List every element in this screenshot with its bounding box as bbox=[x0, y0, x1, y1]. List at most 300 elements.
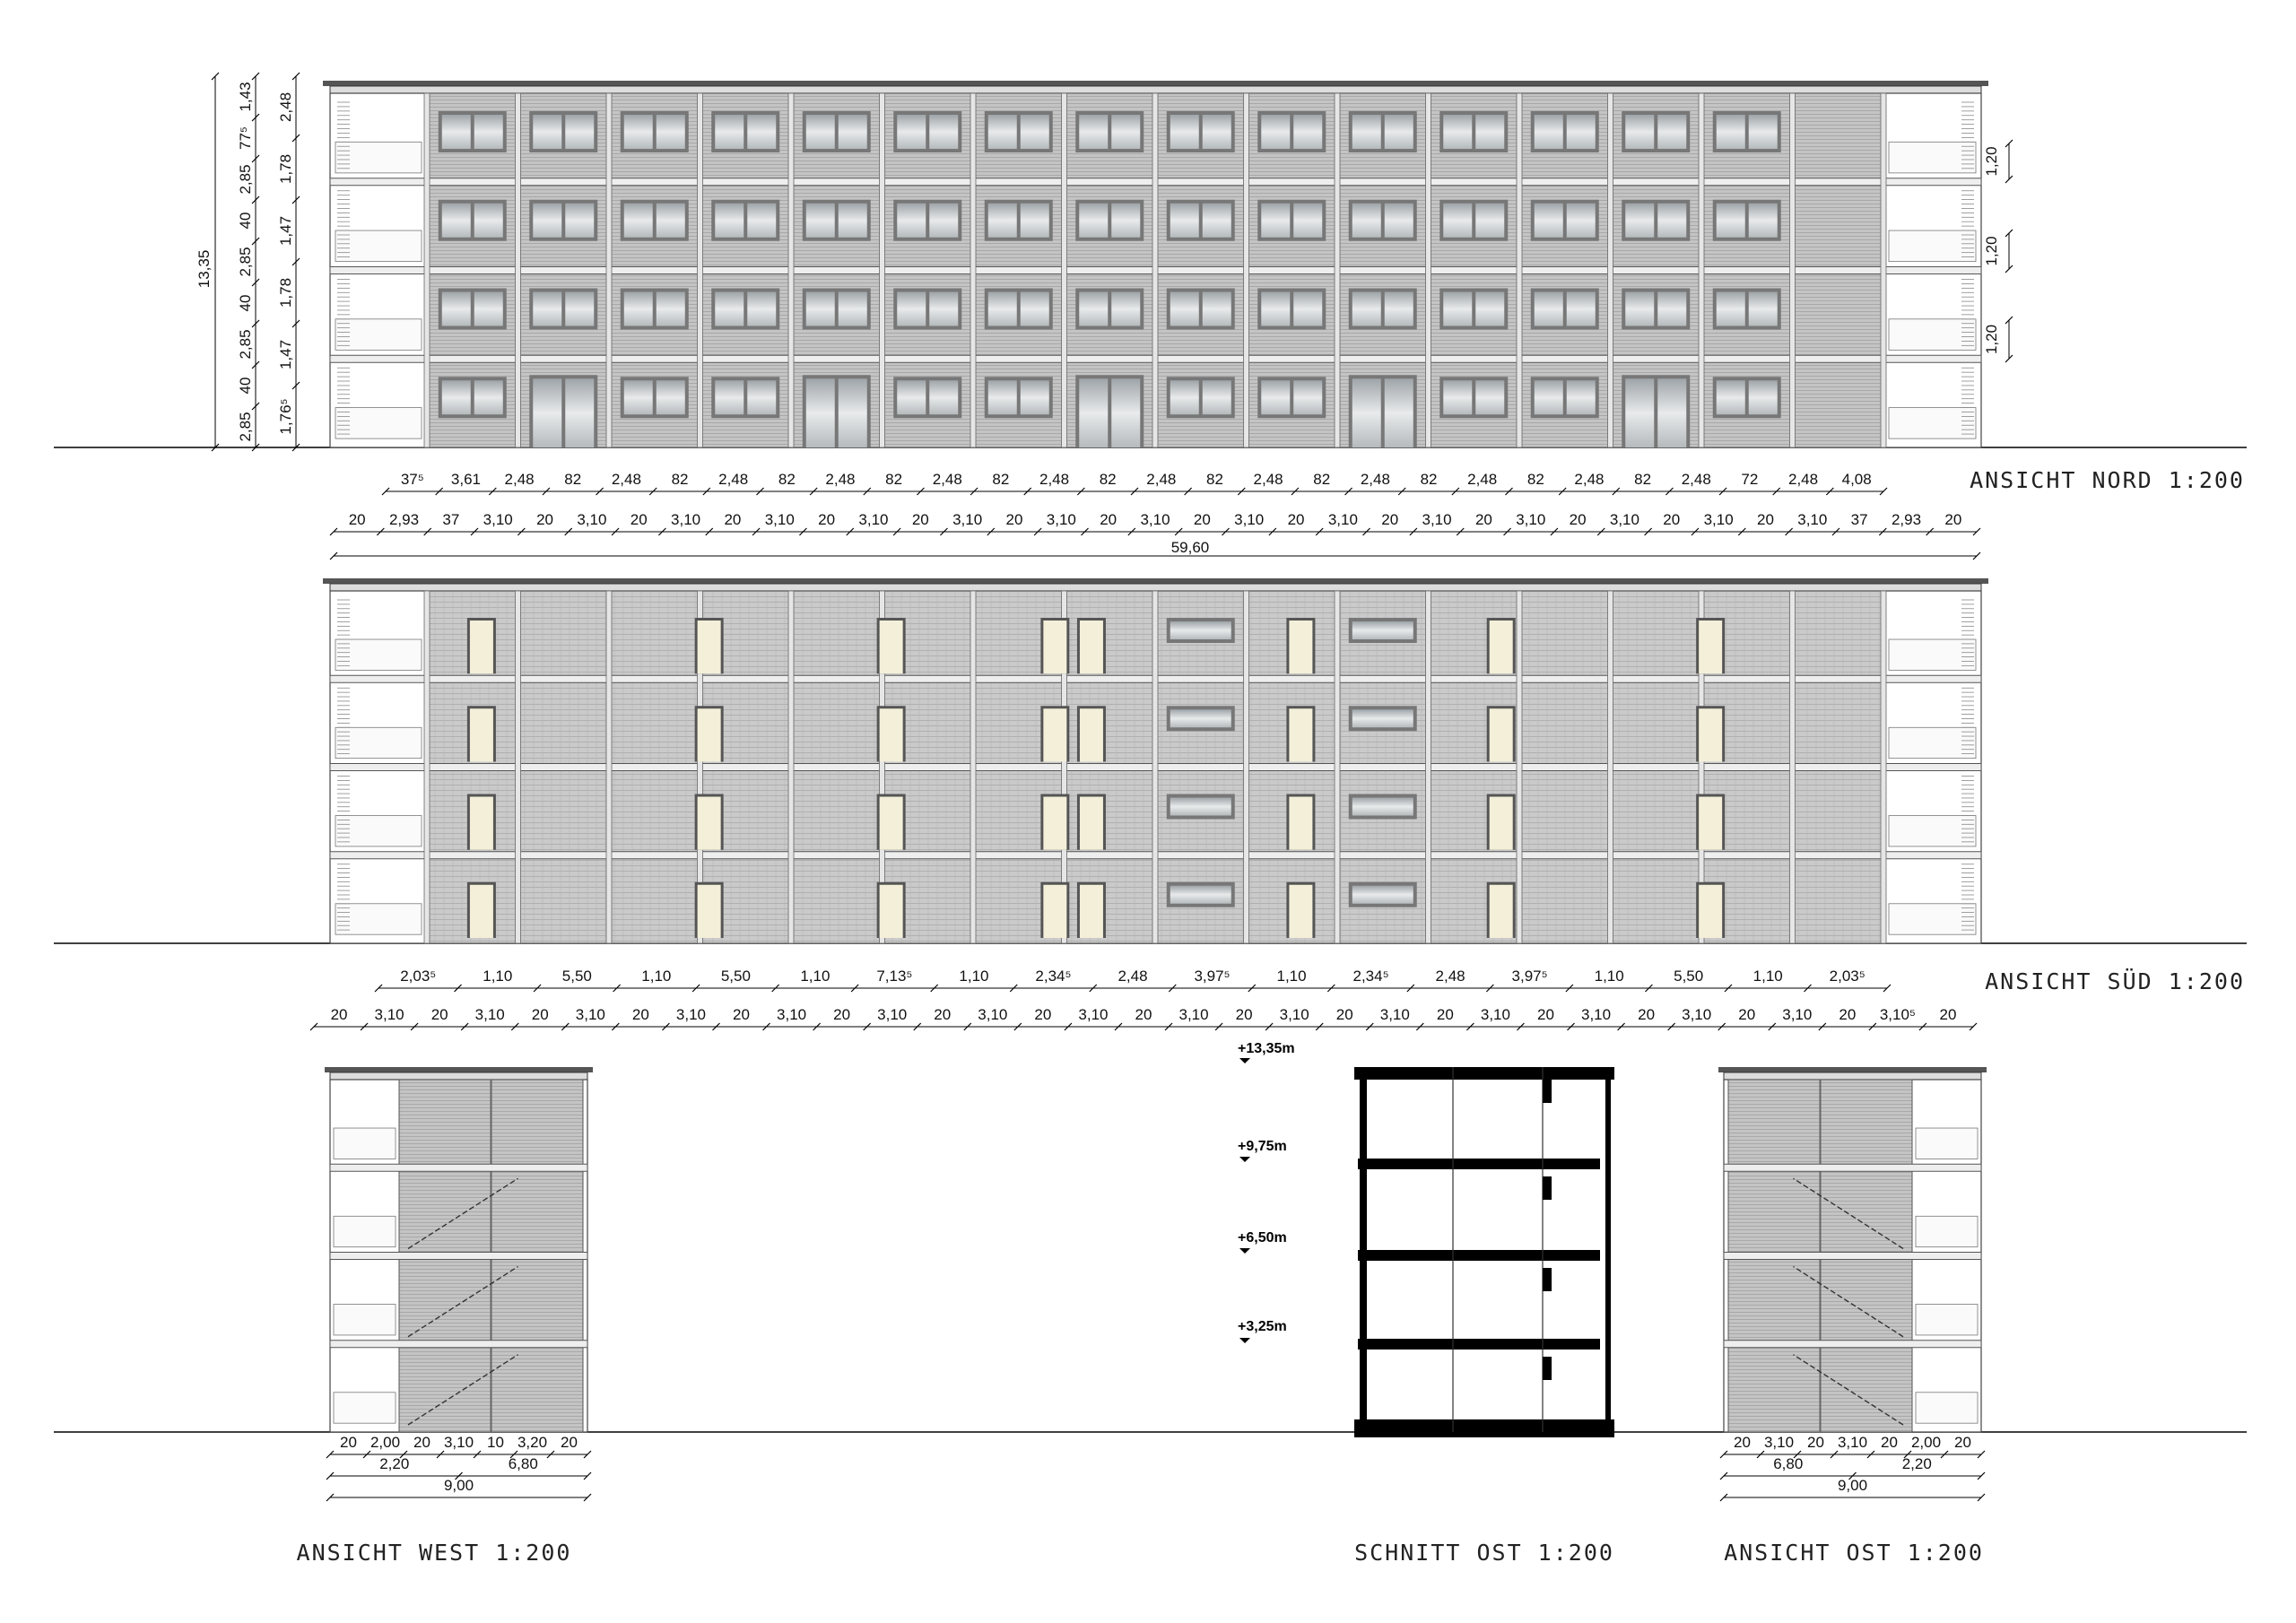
north-dim-row2-label: 3,10 bbox=[483, 511, 513, 528]
door-glass bbox=[839, 378, 867, 447]
window-pane bbox=[1567, 380, 1596, 414]
south-dim-row1-label: 1,10 bbox=[800, 968, 831, 985]
south-dim-row2-label: 20 bbox=[1436, 1006, 1454, 1023]
north-vdim-label: 2,85 bbox=[237, 329, 254, 360]
window-pane bbox=[1717, 204, 1745, 238]
south-dim-row1-label: 7,13⁵ bbox=[876, 968, 913, 985]
window-pane bbox=[657, 115, 685, 149]
east-elevation bbox=[1718, 1067, 1987, 1432]
level-marker bbox=[1239, 1157, 1250, 1162]
south-dim-row2-label: 3,10 bbox=[1379, 1006, 1410, 1023]
window-pane bbox=[1717, 380, 1745, 414]
window-pane bbox=[1535, 115, 1563, 149]
north-dim-row2-label: 2,93 bbox=[1891, 511, 1922, 528]
west-dim-row1-label: 20 bbox=[340, 1434, 357, 1451]
east-dim-row2-label: 6,80 bbox=[1773, 1455, 1804, 1472]
window-pane bbox=[1535, 292, 1563, 326]
window-pane bbox=[929, 292, 958, 326]
north-dim-row2-label: 3,10 bbox=[577, 511, 607, 528]
north-dim-row1-label: 2,48 bbox=[611, 471, 641, 488]
window-pane bbox=[533, 115, 561, 149]
north-dim-row2-label: 20 bbox=[911, 511, 929, 528]
window-pane bbox=[1170, 621, 1231, 639]
window-pane bbox=[565, 115, 594, 149]
north-dim-row2-label: 3,10 bbox=[764, 511, 795, 528]
north-dim-row1-label: 72 bbox=[1741, 471, 1759, 488]
north-dim-row2-label: 37 bbox=[442, 511, 460, 528]
window-pane bbox=[1385, 115, 1413, 149]
door-glass bbox=[1657, 378, 1686, 447]
window-pane bbox=[1443, 380, 1472, 414]
level-marker bbox=[1239, 1248, 1250, 1254]
east-dim-row1-label: 20 bbox=[1881, 1434, 1898, 1451]
window-pane bbox=[442, 115, 471, 149]
window-pane bbox=[1111, 115, 1140, 149]
north-dim-row1-label: 82 bbox=[1206, 471, 1223, 488]
window-pane bbox=[1261, 292, 1290, 326]
window-pane bbox=[624, 292, 653, 326]
window-pane bbox=[1443, 292, 1472, 326]
north-dim-row1-label: 82 bbox=[1313, 471, 1331, 488]
south-dim-row2-label: 20 bbox=[1335, 1006, 1353, 1023]
column bbox=[1881, 591, 1886, 943]
north-dim-row2-label: 3,10 bbox=[1234, 511, 1265, 528]
window-pane bbox=[1352, 621, 1413, 639]
column bbox=[1244, 591, 1249, 943]
window-pane bbox=[1261, 204, 1290, 238]
window-pane bbox=[929, 380, 958, 414]
window-pane bbox=[897, 380, 926, 414]
south-dim-row2-label: 3,10 bbox=[1480, 1006, 1510, 1023]
west-dim-row2-label: 2,20 bbox=[379, 1455, 410, 1472]
door-leaf bbox=[1289, 797, 1312, 850]
window-pane bbox=[839, 115, 867, 149]
north-dim-row1-label: 3,61 bbox=[450, 471, 482, 488]
south-dim-row2-label: 20 bbox=[833, 1006, 851, 1023]
window-pane bbox=[839, 292, 867, 326]
door-glass bbox=[1111, 378, 1140, 447]
door-glass bbox=[1352, 378, 1381, 447]
balcony-railing bbox=[1916, 1305, 1978, 1335]
column bbox=[606, 591, 612, 943]
west-dim-row1-label: 3,20 bbox=[517, 1434, 548, 1451]
beam-cut bbox=[1543, 1268, 1552, 1291]
north-dim-row2-label: 3,10 bbox=[1703, 511, 1734, 528]
north-dim-row1-label: 37⁵ bbox=[400, 471, 424, 488]
east-dim-row1-label: 20 bbox=[1807, 1434, 1824, 1451]
north-dim-row1-label: 2,48 bbox=[1253, 471, 1283, 488]
window-pane bbox=[1535, 380, 1563, 414]
window-pane bbox=[1385, 292, 1413, 326]
south-dim-row2-label: 3,10⁵ bbox=[1879, 1006, 1916, 1023]
south-dim-row1-label: 5,50 bbox=[720, 968, 751, 985]
north-total-height: 13,35 bbox=[196, 249, 213, 289]
south-dim-row1-label: 1,10 bbox=[1594, 968, 1624, 985]
door-leaf bbox=[1490, 885, 1513, 938]
window-pane bbox=[1443, 115, 1472, 149]
window-pane bbox=[1079, 292, 1108, 326]
floor-slab-cut bbox=[1358, 1159, 1600, 1169]
south-dim-row1-label: 3,97⁵ bbox=[1511, 968, 1548, 985]
north-dim-row2-label: 3,10 bbox=[1046, 511, 1076, 528]
door-glass bbox=[1625, 378, 1654, 447]
window-pane bbox=[747, 380, 776, 414]
window-pane bbox=[839, 204, 867, 238]
column bbox=[516, 93, 521, 447]
column bbox=[1152, 591, 1158, 943]
roof-edge bbox=[330, 1072, 587, 1080]
window-pane bbox=[1625, 292, 1654, 326]
window-pane bbox=[1203, 115, 1231, 149]
north-dim-row1-label: 2,48 bbox=[718, 471, 749, 488]
window-pane bbox=[1170, 204, 1199, 238]
window-pane bbox=[1293, 204, 1322, 238]
west-dim-row1-label: 2,00 bbox=[370, 1434, 401, 1451]
window-pane bbox=[442, 204, 471, 238]
window-pane bbox=[1352, 115, 1381, 149]
roof-slab-cut bbox=[1354, 1067, 1614, 1080]
window-pane bbox=[1352, 886, 1413, 904]
north-dim-row2-label: 20 bbox=[1005, 511, 1023, 528]
balcony-railing bbox=[334, 1393, 396, 1423]
north-dim-row2-label: 20 bbox=[724, 511, 742, 528]
north-dim-row2-label: 2,93 bbox=[388, 511, 420, 528]
north-dim-row1-label: 2,48 bbox=[1039, 471, 1070, 488]
window-pane bbox=[1352, 709, 1413, 727]
north-dim-row2-label: 20 bbox=[348, 511, 366, 528]
north-total-length: 59,60 bbox=[1170, 539, 1210, 556]
window-pane bbox=[1717, 292, 1745, 326]
window-pane bbox=[474, 292, 503, 326]
window-pane bbox=[657, 380, 685, 414]
south-dim-row1-label: 5,50 bbox=[1674, 968, 1704, 985]
north-dim-row2-label: 20 bbox=[1287, 511, 1305, 528]
window-pane bbox=[1475, 204, 1504, 238]
window-pane bbox=[1111, 204, 1140, 238]
north-dim-row2-label: 20 bbox=[1944, 511, 1962, 528]
title-east: ANSICHT OST 1:200 bbox=[1724, 1540, 1984, 1566]
south-dim-row2-label: 3,10 bbox=[1682, 1006, 1712, 1023]
north-vdim-label: 40 bbox=[237, 377, 254, 395]
window-pane bbox=[897, 204, 926, 238]
roof-slab bbox=[323, 81, 1988, 86]
window-pane bbox=[715, 115, 744, 149]
window-pane bbox=[1170, 380, 1199, 414]
column bbox=[424, 591, 430, 943]
door-leaf bbox=[698, 797, 721, 850]
level-label: +6,50m bbox=[1238, 1230, 1287, 1245]
south-dim-row1-label: 2,03⁵ bbox=[1829, 968, 1866, 985]
floor-band bbox=[1724, 1164, 1981, 1171]
title-section: SCHNITT OST 1:200 bbox=[1354, 1540, 1614, 1566]
door-leaf bbox=[1490, 797, 1513, 850]
balcony-railing bbox=[334, 1305, 396, 1335]
window-pane bbox=[533, 204, 561, 238]
north-dim-row1-label: 82 bbox=[1099, 471, 1117, 488]
window-pane bbox=[1717, 115, 1745, 149]
column bbox=[1426, 93, 1431, 447]
east-dim-row1-label: 3,10 bbox=[1837, 1434, 1868, 1451]
roof-slab bbox=[325, 1067, 593, 1072]
south-dim-row2-label: 3,10 bbox=[1279, 1006, 1309, 1023]
roof-edge bbox=[1724, 1072, 1981, 1080]
window-pane bbox=[565, 292, 594, 326]
north-dim-row1-label: 82 bbox=[1634, 471, 1652, 488]
south-dim-row2-label: 20 bbox=[531, 1006, 549, 1023]
beam-cut bbox=[1543, 1080, 1552, 1103]
window-pane bbox=[1261, 115, 1290, 149]
south-dim-row1-label: 3,97⁵ bbox=[1194, 968, 1231, 985]
title-north: ANSICHT NORD 1:200 bbox=[1970, 467, 2245, 493]
east-dim-row1-label: 3,10 bbox=[1763, 1434, 1795, 1451]
north-dim-row2-label: 37 bbox=[1850, 511, 1868, 528]
column bbox=[516, 591, 521, 943]
door-leaf bbox=[470, 885, 493, 938]
south-dim-row2-label: 3,10 bbox=[1178, 1006, 1209, 1023]
door-leaf bbox=[1699, 621, 1722, 673]
south-dim-row2-label: 20 bbox=[1235, 1006, 1253, 1023]
window-pane bbox=[897, 292, 926, 326]
north-right-vdim-label: 1,20 bbox=[1983, 236, 2000, 266]
window-pane bbox=[474, 380, 503, 414]
north-vdim-label: 1,47 bbox=[277, 215, 294, 247]
window-pane bbox=[1079, 115, 1108, 149]
column bbox=[1517, 93, 1522, 447]
east-dim-row2-label: 2,20 bbox=[1901, 1455, 1932, 1472]
column bbox=[1881, 93, 1886, 447]
beam-cut bbox=[1543, 1176, 1552, 1200]
column bbox=[1608, 591, 1613, 943]
door-glass bbox=[533, 378, 561, 447]
south-dim-row1-label: 2,48 bbox=[1118, 968, 1148, 985]
window-pane bbox=[1567, 115, 1596, 149]
north-vdim-label: 1,43 bbox=[237, 82, 254, 112]
south-dim-row1-label: 2,03⁵ bbox=[400, 968, 437, 985]
column bbox=[1152, 93, 1158, 447]
window-pane bbox=[1352, 204, 1381, 238]
window-pane bbox=[747, 292, 776, 326]
north-vdim-label: 2,85 bbox=[237, 247, 254, 277]
door-leaf bbox=[1289, 885, 1312, 938]
north-dim-row2-label: 20 bbox=[1474, 511, 1492, 528]
window-pane bbox=[1079, 204, 1108, 238]
north-dim-row2-label: 3,10 bbox=[1140, 511, 1170, 528]
floor-band bbox=[1724, 1253, 1981, 1260]
south-dim-row2-label: 20 bbox=[1135, 1006, 1152, 1023]
column bbox=[1608, 93, 1613, 447]
window-pane bbox=[1170, 292, 1199, 326]
door-glass bbox=[806, 378, 835, 447]
window-pane bbox=[1203, 292, 1231, 326]
north-vdim-label: 40 bbox=[237, 294, 254, 312]
window-pane bbox=[929, 115, 958, 149]
north-dim-row1-label: 82 bbox=[1420, 471, 1438, 488]
door-leaf bbox=[1699, 885, 1722, 938]
north-elevation bbox=[323, 81, 1988, 447]
level-label: +3,25m bbox=[1238, 1319, 1287, 1334]
south-dim-row2-label: 20 bbox=[1638, 1006, 1656, 1023]
window-pane bbox=[1352, 798, 1413, 816]
window-pane bbox=[657, 204, 685, 238]
north-vdim-label: 2,85 bbox=[237, 164, 254, 195]
window-pane bbox=[1021, 204, 1049, 238]
north-dim-row2-label: 20 bbox=[1756, 511, 1774, 528]
door-leaf bbox=[1080, 708, 1103, 761]
column bbox=[606, 93, 612, 447]
floor-slab-cut bbox=[1358, 1339, 1600, 1350]
window-pane bbox=[988, 204, 1017, 238]
column bbox=[1790, 591, 1796, 943]
south-dim-row2-label: 3,10 bbox=[374, 1006, 404, 1023]
north-vdim-label: 77⁵ bbox=[237, 126, 254, 150]
window-pane bbox=[1203, 204, 1231, 238]
door-leaf bbox=[880, 885, 903, 938]
door-leaf bbox=[1490, 621, 1513, 673]
south-dim-row2-label: 3,10 bbox=[1782, 1006, 1813, 1023]
window-pane bbox=[1385, 204, 1413, 238]
window-pane bbox=[1625, 115, 1654, 149]
column bbox=[1699, 93, 1704, 447]
north-dim-row2-label: 3,10 bbox=[1516, 511, 1546, 528]
wall-cut bbox=[1605, 1067, 1611, 1432]
north-vdim-label: 1,76⁵ bbox=[277, 398, 294, 435]
wall-cut bbox=[1360, 1067, 1367, 1432]
east-dim-row3-label: 9,00 bbox=[1837, 1477, 1868, 1494]
window-pane bbox=[1021, 380, 1049, 414]
window-pane bbox=[474, 115, 503, 149]
door-leaf bbox=[880, 797, 903, 850]
level-label: +13,35m bbox=[1238, 1041, 1295, 1056]
door-leaf bbox=[1490, 708, 1513, 761]
window-pane bbox=[1352, 292, 1381, 326]
balcony-railing bbox=[334, 1128, 396, 1159]
south-dim-row2-label: 3,10 bbox=[877, 1006, 908, 1023]
balcony-railing bbox=[1916, 1216, 1978, 1246]
north-dim-row1-label: 2,48 bbox=[932, 471, 962, 488]
south-dim-row2-label: 20 bbox=[330, 1006, 348, 1023]
column bbox=[1335, 93, 1340, 447]
south-dim-row2-label: 20 bbox=[1839, 1006, 1857, 1023]
window-pane bbox=[1749, 292, 1778, 326]
door-leaf bbox=[1699, 708, 1722, 761]
column bbox=[1335, 591, 1340, 943]
window-pane bbox=[1170, 886, 1231, 904]
south-dim-row2-label: 3,10 bbox=[777, 1006, 807, 1023]
title-west: ANSICHT WEST 1:200 bbox=[296, 1540, 572, 1566]
door-leaf bbox=[698, 621, 721, 673]
west-dim-row1-label: 20 bbox=[561, 1434, 578, 1451]
window-pane bbox=[1657, 292, 1686, 326]
door-leaf bbox=[880, 708, 903, 761]
north-dim-row1-label: 2,48 bbox=[1681, 471, 1711, 488]
window-pane bbox=[1203, 380, 1231, 414]
window-pane bbox=[715, 204, 744, 238]
floor-band bbox=[1724, 1341, 1981, 1348]
window-pane bbox=[1170, 798, 1231, 816]
north-vdim-label: 2,85 bbox=[237, 412, 254, 442]
window-pane bbox=[715, 380, 744, 414]
north-dim-row1-label: 82 bbox=[1526, 471, 1544, 488]
door-leaf bbox=[1289, 621, 1312, 673]
east-dim-row1-label: 2,00 bbox=[1910, 1434, 1942, 1451]
window-pane bbox=[1021, 115, 1049, 149]
column bbox=[970, 93, 976, 447]
window-pane bbox=[624, 115, 653, 149]
door-leaf bbox=[470, 797, 493, 850]
window-pane bbox=[806, 115, 835, 149]
north-dim-row2-label: 3,10 bbox=[858, 511, 889, 528]
floor-band bbox=[330, 1341, 587, 1348]
north-vdim-label: 2,48 bbox=[277, 91, 294, 123]
window-pane bbox=[1657, 115, 1686, 149]
column bbox=[788, 591, 794, 943]
north-dim-row1-label: 82 bbox=[885, 471, 903, 488]
door-leaf bbox=[1080, 797, 1103, 850]
south-dim-row1-label: 1,10 bbox=[483, 968, 513, 985]
column bbox=[788, 93, 794, 447]
floor-slab-cut bbox=[1358, 1250, 1600, 1261]
north-vdim-label: 1,78 bbox=[277, 153, 294, 185]
window-pane bbox=[474, 204, 503, 238]
column bbox=[424, 93, 430, 447]
south-dim-row2-label: 20 bbox=[430, 1006, 448, 1023]
north-vdim-label: 1,78 bbox=[277, 277, 294, 308]
window-pane bbox=[624, 204, 653, 238]
south-dim-row1-label: 1,10 bbox=[959, 968, 989, 985]
south-dim-row2-label: 3,10 bbox=[675, 1006, 707, 1023]
north-dim-row2-label: 20 bbox=[818, 511, 836, 528]
level-marker bbox=[1239, 1338, 1250, 1343]
window-pane bbox=[533, 292, 561, 326]
north-dim-row1-label: 2,48 bbox=[1467, 471, 1498, 488]
north-dim-row1-label: 2,48 bbox=[1146, 471, 1177, 488]
balcony-railing bbox=[1916, 1393, 1978, 1423]
beam-cut bbox=[1543, 1357, 1552, 1380]
north-dim-row2-label: 20 bbox=[1569, 511, 1587, 528]
window-pane bbox=[1567, 204, 1596, 238]
door-glass bbox=[1079, 378, 1108, 447]
window-pane bbox=[747, 204, 776, 238]
door-glass bbox=[1385, 378, 1413, 447]
north-dim-row1-label: 2,48 bbox=[825, 471, 856, 488]
north-dim-row1-label: 82 bbox=[564, 471, 582, 488]
north-dim-row1-label: 2,48 bbox=[1574, 471, 1605, 488]
door-leaf bbox=[1080, 885, 1103, 938]
level-marker bbox=[1239, 1058, 1250, 1063]
door-leaf bbox=[1699, 797, 1722, 850]
south-dim-row2-label: 20 bbox=[1034, 1006, 1052, 1023]
window-pane bbox=[1567, 292, 1596, 326]
window-pane bbox=[1293, 115, 1322, 149]
window-pane bbox=[806, 292, 835, 326]
window-pane bbox=[1749, 380, 1778, 414]
north-dim-row2-label: 3,10 bbox=[952, 511, 983, 528]
south-dim-row2-label: 20 bbox=[1738, 1006, 1756, 1023]
south-dim-row1-label: 1,10 bbox=[641, 968, 672, 985]
window-pane bbox=[1170, 709, 1231, 727]
column bbox=[698, 93, 703, 447]
south-dim-row2-label: 3,10 bbox=[1078, 1006, 1109, 1023]
window-pane bbox=[1293, 380, 1322, 414]
south-dim-row2-label: 3,10 bbox=[575, 1006, 605, 1023]
column bbox=[1790, 93, 1796, 447]
window-pane bbox=[1293, 292, 1322, 326]
column bbox=[1517, 591, 1522, 943]
south-dim-row2-label: 3,10 bbox=[474, 1006, 505, 1023]
window-pane bbox=[1625, 204, 1654, 238]
north-dim-row2-label: 20 bbox=[1663, 511, 1681, 528]
south-dim-row1-label: 2,34⁵ bbox=[1352, 968, 1389, 985]
